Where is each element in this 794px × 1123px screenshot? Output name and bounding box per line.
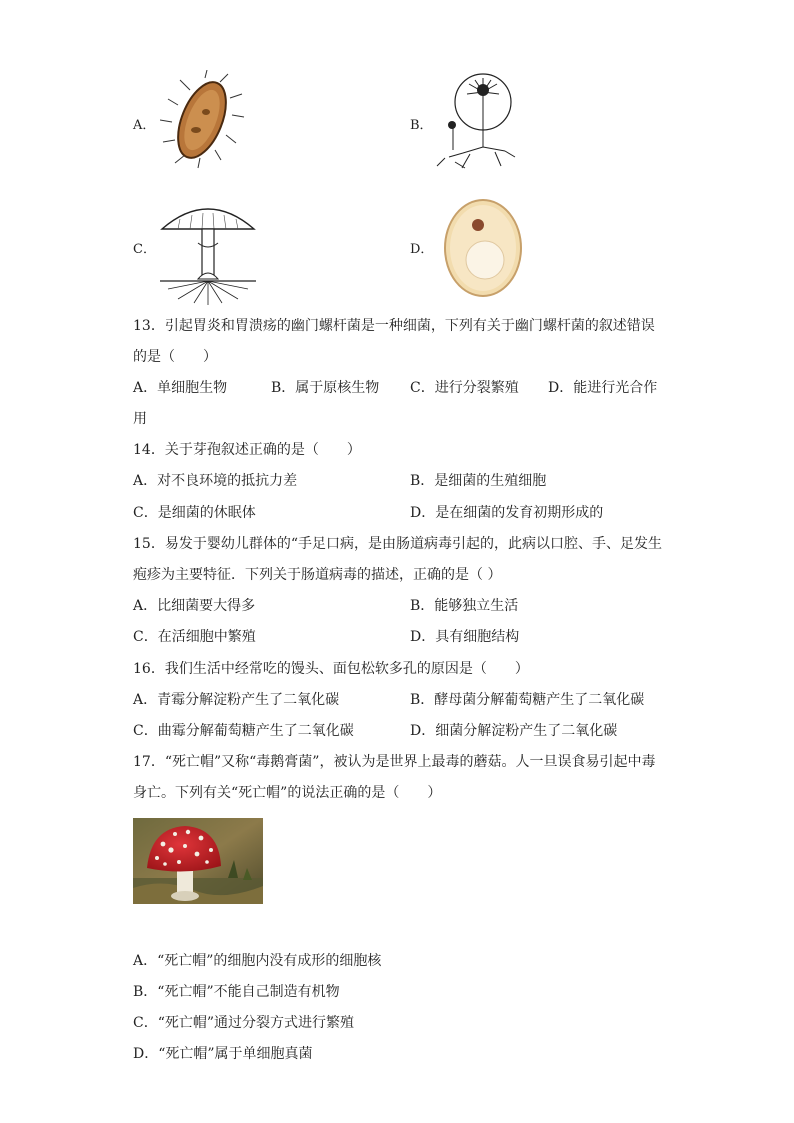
q15-stem-line2: 疱疹为主要特征．下列关于肠道病毒的描述，正确的是（ ） (133, 567, 502, 583)
q15-option-b[interactable]: B．能够独立生活 (410, 598, 519, 614)
q16-option-d[interactable]: D．细菌分解淀粉产生了二氧化碳 (410, 723, 618, 739)
q15-stem-line1: 15．易发于婴幼儿群体的“手足口病，是由肠道病毒引起的，此病以口腔、手、足发生 (133, 536, 662, 552)
q16-stem: 16．我们生活中经常吃的馒头、面包松软多孔的原因是（ ） (133, 661, 529, 677)
q13-stem-line1: 13．引起胃炎和胃溃疡的幽门螺杆菌是一种细菌，下列有关于幽门螺杆菌的叙述错误 (133, 318, 655, 334)
q13-option-b[interactable]: B．属于原核生物 (271, 380, 380, 396)
q15-option-d[interactable]: D．具有细胞结构 (410, 629, 520, 645)
option-label: B． (410, 118, 433, 133)
q17-option-b[interactable]: B．“死亡帽”不能自己制造有机物 (133, 984, 340, 1000)
q16-option-a[interactable]: A．青霉分解淀粉产生了二氧化碳 (133, 692, 340, 708)
option-label: A． (133, 118, 156, 133)
q14-option-b[interactable]: B．是细菌的生殖细胞 (410, 473, 547, 489)
q13-stem-line2: 的是（ ） (133, 349, 217, 365)
q16-option-c[interactable]: C．曲霉分解葡萄糖产生了二氧化碳 (133, 723, 354, 739)
q13-option-c[interactable]: C．进行分裂繁殖 (410, 380, 519, 396)
bacterium-illustration (160, 70, 245, 170)
q14-option-d[interactable]: D．是在细菌的发育初期形成的 (410, 505, 604, 521)
q14-option-a[interactable]: A．对不良环境的抵抗力差 (133, 473, 298, 489)
mushroom-illustration (158, 195, 258, 307)
q16-option-b[interactable]: B．酵母菌分解葡萄糖产生了二氧化碳 (410, 692, 645, 708)
q15-option-a[interactable]: A．比细菌要大得多 (133, 598, 256, 614)
red-mushroom-photo (133, 818, 263, 904)
q13-option-a[interactable]: A．单细胞生物 (133, 380, 228, 396)
option-label: D． (410, 242, 434, 257)
option-label: C． (133, 242, 156, 257)
mold-illustration (435, 72, 520, 174)
q15-option-c[interactable]: C．在活细胞中繁殖 (133, 629, 256, 645)
q13-option-d[interactable]: D．能进行光合作 (548, 380, 658, 396)
q17-option-a[interactable]: A．“死亡帽”的细胞内没有成形的细胞核 (133, 953, 382, 969)
q13-option-d-wrap: 用 (133, 411, 147, 427)
q14-stem: 14．关于芽孢叙述正确的是（ ） (133, 442, 361, 458)
q17-stem-line2: 身亡。下列有关“死亡帽”的说法正确的是（ ） (133, 785, 442, 801)
q17-option-c[interactable]: C．“死亡帽”通过分裂方式进行繁殖 (133, 1015, 355, 1031)
yeast-cell-illustration (442, 198, 524, 298)
q17-option-d[interactable]: D．“死亡帽”属于单细胞真菌 (133, 1046, 313, 1062)
q17-stem-line1: 17．“死亡帽”又称“毒鹅膏菌”，被认为是世界上最毒的蘑菇。人一旦误食易引起中毒 (133, 754, 656, 770)
q14-option-c[interactable]: C．是细菌的休眠体 (133, 505, 256, 521)
